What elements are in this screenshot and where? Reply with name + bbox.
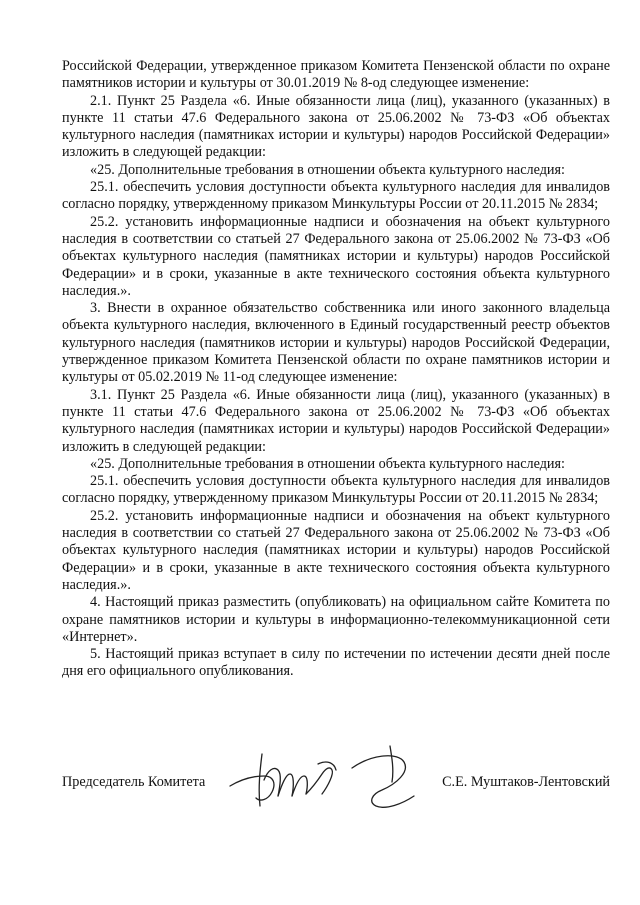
document-body	[62, 58, 610, 681]
signatory-name: С.Е. Муштаков-Лентовский	[442, 774, 610, 790]
paragraph-3: 3. Внести в охранное обязательство собственника или иного законного владельца объекта культурного наследия, включенного в Единый государственный реестр объектов культурного наследия (памятников истории и культуры) народов Российской Федерации, утвержденное приказом Комитета Пензенской области по охране памятников истории и культуры от 05.02.2019 № 11-од следующее изменение:	[62, 300, 610, 386]
paragraph-25-2: 25.2. установить информационные надписи и обозначения на объект культурного наследия в соответствии со статьей 27 Федерального закона от 25.06.2002 № 73-ФЗ «Об объектах культурного наследия (памятниках истории и культуры) народов Российской Федерации» и в сроки, указанные в акте технического состояния объекта культурного наследия.».	[62, 213, 610, 299]
paragraph-25-header: «25. Дополнительные требования в отношении объекта культурного наследия:	[90, 161, 565, 178]
paragraph-continuation: Российской Федерации, утвержденное приказом Комитета Пензенской области по охране памятников истории и культуры от 30.01.2019 № 8-од следующее изменение:	[62, 58, 610, 92]
paragraph-25-header-second: «25. Дополнительные требования в отношении объекта культурного наследия:	[90, 455, 565, 472]
paragraph-25-2-second: 25.2. установить информационные надписи и обозначения на объект культурного наследия в соответствии со статьей 27 Федерального закона от 25.06.2002 № 73-ФЗ «Об объектах культурного наследия (памятниках истории и культуры) народов Российской Федерации» и в сроки, указанные в акте технического состояния объекта культурного наследия.».	[62, 507, 610, 593]
paragraph-25-1-second: 25.1. обеспечить условия доступности объекта культурного наследия для инвалидов согласно порядку, утвержденному приказом Минкультуры России от 20.11.2015 № 2834;	[62, 473, 610, 507]
handwritten-signature-image	[222, 740, 452, 820]
signature-block	[62, 768, 610, 818]
paragraph-5: 5. Настоящий приказ вступает в силу по истечении по истечении десяти дней после дня его официального опубликования.	[62, 646, 610, 680]
signatory-position: Председатель Комитета	[62, 774, 206, 790]
paragraph-4: 4. Настоящий приказ разместить (опубликовать) на официальном сайте Комитета по охране памятников истории и культуры в информационно-телекоммуникационной сети «Интернет».	[62, 594, 610, 645]
paragraph-25-1: 25.1. обеспечить условия доступности объекта культурного наследия для инвалидов согласно порядку, утвержденному приказом Минкультуры России от 20.11.2015 № 2834;	[62, 179, 610, 213]
paragraph-2-1: 2.1. Пункт 25 Раздела «6. Иные обязанности лица (лиц), указанного (указанных) в пункте 11 статьи 47.6 Федерального закона от 25.06.2002 № 73-ФЗ «Об объектах культурного наследия (памятниках истории и культуры) народов Российской Федерации» изложить в следующей редакции:	[62, 92, 610, 161]
paragraph-3-1: 3.1. Пункт 25 Раздела «6. Иные обязанности лица (лиц), указанного (указанных) в пункте 11 статьи 47.6 Федерального закона от 25.06.2002 № 73-ФЗ «Об объектах культурного наследия (памятниках истории и культуры) народов Российской Федерации» изложить в следующей редакции:	[62, 386, 610, 455]
